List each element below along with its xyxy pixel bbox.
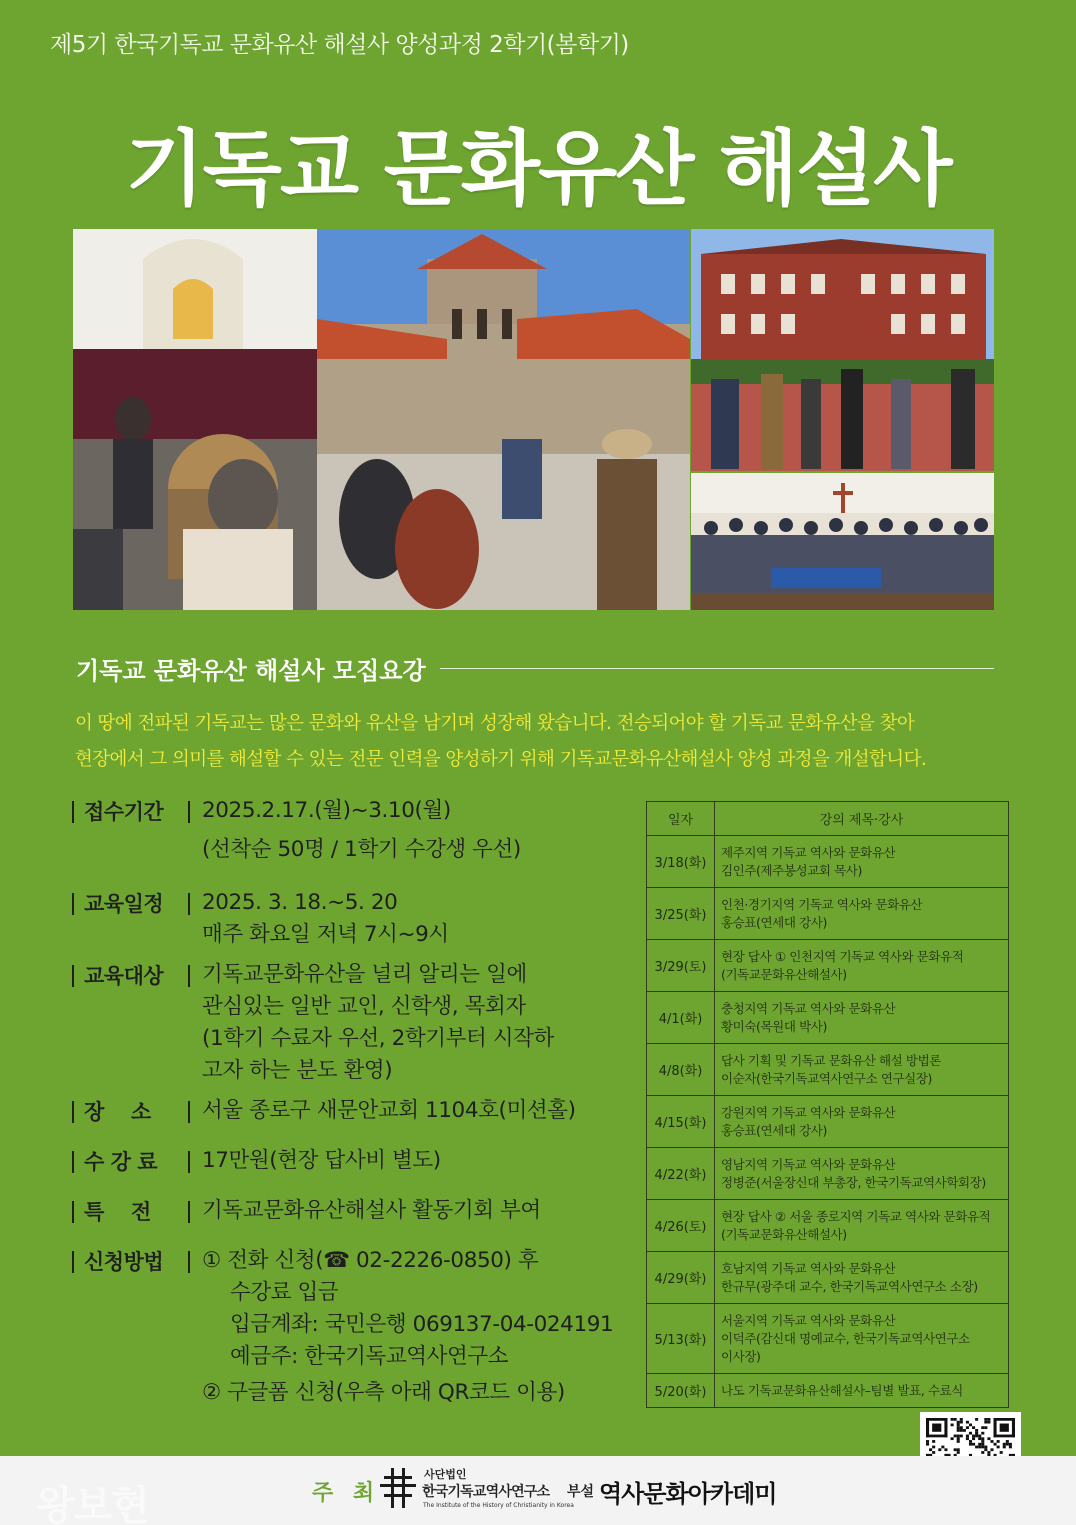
table-cell-date: 5/13(화): [647, 1304, 715, 1374]
lecture-title: 강원지역 기독교 역사와 문화유산: [721, 1104, 896, 1120]
info-key: 수 강 료: [72, 1151, 188, 1173]
info-line: (선착순 50명 / 1학기 수강생 우선): [202, 837, 521, 862]
lecture-title: 현장 답사 ② 서울 종로지역 기독교 역사와 문화유적: [721, 1208, 991, 1224]
section-heading: [76, 648, 994, 688]
info-row-apply: [72, 1245, 613, 1409]
table-cell-date: 3/29(토): [647, 940, 715, 992]
table-row: [647, 940, 1009, 992]
lecture-title: 영남지역 기독교 역사와 문화유산: [721, 1156, 896, 1172]
lecturer-name: 한규무(광주대 교수, 한국기독교역사연구소 소장): [721, 1278, 978, 1294]
stone-church-tour-photo: [317, 229, 690, 610]
section-divider: [440, 668, 994, 669]
lecturer-name: 이사장): [721, 1348, 761, 1364]
table-cell-date: 5/20(화): [647, 1374, 715, 1408]
group-photo: [691, 473, 994, 610]
cathedral-interior-photo: [73, 229, 317, 610]
intro-line: 현장에서 그 의미를 해설할 수 있는 전문 인력을 양성하기 위해 기독교문화유산해설사 양성 과정을 개설합니다.: [75, 749, 927, 770]
table-row: [647, 888, 1009, 940]
org-suffix: 부설: [567, 1484, 595, 1500]
table-cell-title: [715, 1044, 1009, 1096]
lecturer-name: 김인주(제주봉성교회 목사): [721, 862, 862, 878]
info-key: 장 소: [72, 1101, 188, 1123]
table-cell-title: [715, 940, 1009, 992]
info-line: 입금계좌: 국민은행 069137-04-024191: [230, 1312, 614, 1337]
table-cell-title: [715, 992, 1009, 1044]
info-line: 관심있는 일반 교인, 신학생, 목회자: [202, 994, 526, 1019]
info-value: 기독교문화유산해설사 활동기회 부여: [202, 1198, 541, 1223]
red-brick-building-photo: [691, 229, 994, 471]
info-line: 기독교문화유산을 널리 알리는 일에: [202, 962, 527, 987]
info-value: [202, 795, 521, 866]
table-cell-title: [715, 1304, 1009, 1374]
table-header-title: 강의 제목·강사: [715, 802, 1009, 836]
info-row-target: [72, 959, 554, 1087]
table-row: [647, 1044, 1009, 1096]
table-row: [647, 1096, 1009, 1148]
info-separator: [188, 965, 190, 987]
table-header-date: 일자: [647, 802, 715, 836]
lecture-schedule-table: [646, 801, 1009, 1408]
table-cell-date: 4/15(화): [647, 1096, 715, 1148]
org-name: 한국기독교역사연구소: [422, 1484, 550, 1500]
info-line: ② 구글폼 신청(우측 아래 QR코드 이용): [202, 1380, 565, 1405]
lecture-title: 호남지역 기독교 역사와 문화유산: [721, 1260, 896, 1276]
footer: [0, 1456, 1076, 1525]
lecturer-name: (기독교문화유산해설사): [721, 966, 847, 982]
table-cell-title: [715, 1200, 1009, 1252]
lecture-title: 현장 답사 ① 인천지역 기독교 역사와 문화유적: [721, 948, 964, 964]
org-english-name: The Institute of the History of Christianity in Korea: [423, 1502, 574, 1509]
table-cell-date: 4/1(화): [647, 992, 715, 1044]
table-row: [647, 1304, 1009, 1374]
table-cell-date: 4/29(화): [647, 1252, 715, 1304]
info-line: 수강료 입금: [230, 1280, 339, 1305]
table-cell-title: [715, 888, 1009, 940]
table-cell-title: [715, 1148, 1009, 1200]
info-line: (1학기 수료자 우선, 2학기부터 시작하: [202, 1026, 554, 1051]
lecture-title: 충청지역 기독교 역사와 문화유산: [721, 1000, 896, 1016]
table-cell-date: 3/18(화): [647, 836, 715, 888]
lecturer-name: (기독교문화유산해설사): [721, 1226, 847, 1242]
intro-line: 이 땅에 전파된 기독교는 많은 문화와 유산을 남기며 성장해 왔습니다. 전승되어야 할 기독교 문화유산을 찾아: [75, 713, 915, 734]
lecturer-name: 이순자(한국기독교역사연구소 연구실장): [721, 1070, 933, 1086]
table-body: [647, 836, 1009, 1408]
course-subtitle: 제5기 한국기독교 문화유산 해설사 양성과정 2학기(봄학기): [50, 32, 629, 58]
org-type: 사단법인: [424, 1468, 467, 1481]
table-row: [647, 1200, 1009, 1252]
table-row: [647, 1374, 1009, 1408]
table-cell-title: [715, 1252, 1009, 1304]
info-line: 고자 하는 분도 환영): [202, 1058, 393, 1083]
info-key: 신청방법: [72, 1251, 188, 1273]
info-value: 17만원(현장 답사비 별도): [202, 1148, 441, 1173]
intro-text: [75, 706, 995, 778]
info-separator: [188, 1101, 190, 1123]
info-key: 접수기간: [72, 801, 188, 823]
table-row: [647, 1148, 1009, 1200]
info-line: 2025.2.17.(월)~3.10(월): [202, 798, 451, 823]
info-row-fee: [72, 1145, 441, 1177]
info-line: 매주 화요일 저녁 7시~9시: [202, 922, 449, 947]
table-cell-date: 4/26(토): [647, 1200, 715, 1252]
info-key: 특 전: [72, 1201, 188, 1223]
table-header-row: [647, 802, 1009, 836]
table-cell-title: [715, 836, 1009, 888]
photo-collage: [73, 229, 994, 610]
lecturer-name: 정병준(서울장신대 부총장, 한국기독교역사학회장): [721, 1174, 986, 1190]
table-cell-date: 4/8(화): [647, 1044, 715, 1096]
info-value: [202, 887, 449, 951]
lecturer-name: 홍승표(연세대 강사): [721, 1122, 827, 1138]
info-separator: [188, 801, 190, 823]
lecturer-name: 이덕주(감신대 명예교수, 한국기독교역사연구소: [721, 1330, 970, 1346]
lecture-title: 인천·경기지역 기독교 역사와 문화유산: [721, 896, 923, 912]
table-cell-date: 4/22(화): [647, 1148, 715, 1200]
info-key: 교육일정: [72, 893, 188, 915]
info-line: 예금주: 한국기독교역사연구소: [230, 1344, 509, 1369]
table-cell-title: [715, 1374, 1009, 1408]
info-value: [202, 959, 554, 1087]
info-row-benefit: [72, 1195, 541, 1227]
info-separator: [188, 1151, 190, 1173]
lecturer-name: 홍승표(연세대 강사): [721, 914, 827, 930]
lecture-title: 답사 기획 및 기독교 문화유산 해설 방법론: [721, 1052, 941, 1068]
info-row-place: [72, 1095, 576, 1127]
watermark: 왕보현: [36, 1483, 149, 1525]
table-cell-title: [715, 1096, 1009, 1148]
info-key: 교육대상: [72, 965, 188, 987]
info-line: ① 전화 신청(☎ 02-2226-0850) 후: [202, 1248, 539, 1273]
main-title: 기독교 문화유산 해설사: [125, 122, 951, 217]
table-row: [647, 1252, 1009, 1304]
lecturer-name: 황미숙(목원대 박사): [721, 1018, 827, 1034]
table-row: [647, 836, 1009, 888]
table-cell-date: 3/25(화): [647, 888, 715, 940]
info-row-period: [72, 795, 521, 866]
info-line: 2025. 3. 18.~5. 20: [202, 890, 398, 915]
info-separator: [188, 1251, 190, 1273]
section-heading-label: 기독교 문화유산 해설사 모집요강: [76, 656, 426, 685]
academy-name: 역사문화아카데미: [599, 1480, 777, 1508]
lecture-title: 나도 기독교문화유산해설사–팀별 발표, 수료식: [721, 1382, 963, 1398]
lecture-title: 제주지역 기독교 역사와 문화유산: [721, 844, 896, 860]
info-row-schedule: [72, 887, 449, 951]
organization-logo-icon: [378, 1466, 418, 1510]
info-separator: [188, 1201, 190, 1223]
lecture-title: 서울지역 기독교 역사와 문화유산: [721, 1312, 896, 1328]
info-value: 서울 종로구 새문안교회 1104호(미션홀): [202, 1098, 576, 1123]
info-value: [202, 1245, 613, 1409]
table-row: [647, 992, 1009, 1044]
host-label: 주 최: [312, 1481, 381, 1506]
info-separator: [188, 893, 190, 915]
